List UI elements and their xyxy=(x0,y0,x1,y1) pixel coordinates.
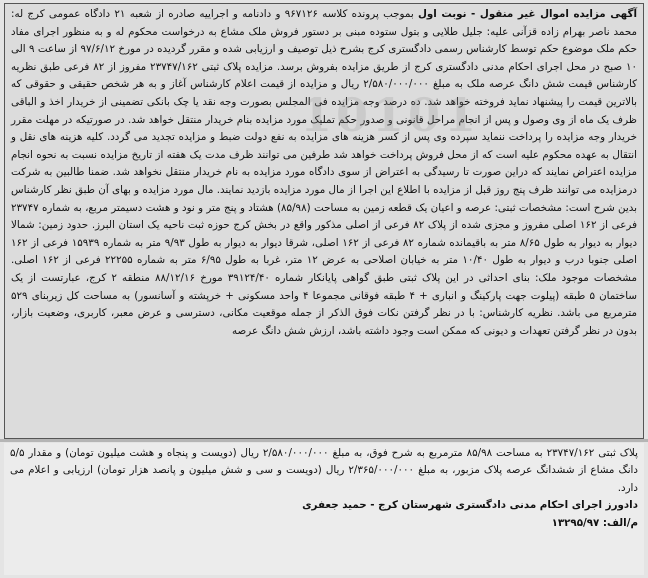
section-divider xyxy=(0,439,648,442)
notice-body: بموجب پرونده کلاسه ۹۶۷۱۲۶ و دادنامه و اجراییه صادره از شعبه ۲۱ دادگاه عمومی کرج له: محمد ناصر بهرام زاده قزآنی علیه: جلیل طلایی و بتول ستوده مبنی بر دستور فروش ملک مشاع به درخواست محکوم له و به منظور اجرای مفاد حکم ملک موضوع حکم توسط کارشناس رسمی دادگستری کرج بشرح ذیل توصیف و ارزیابی شده و مقرر گردیده در مورخ ۹۷/۶/۱۲ از ساعت ۹ الی ۱۰ صبح در محل اجرای احکام مدنی دادگستری کرج از طریق مزایده بفروش برسد. مزایده پلاک ثبتی ۲۳۷۴۷/۱۶۲ مفروز از ۸۲ فرعی طبق نظریه کارشناس قیمت شش دانگ عرصه ملک به مبلغ ۲/۵۸۰/۰۰۰/۰۰۰ ریال و مزایده از قیمت اعلام کارشناس آغاز و به هر شخص حقیقی و حقوقی که بالاترین قیمت را پیشنهاد نماید فروخته خواهد شد. ده درصد وجه مزایده فی المجلس بصورت وجه نقد یا چک بانکی تضمینی از خریدار اخذ و الباقی ظرف یک ماه از وی وصول و پس از انجام مراحل قانونی و صدور حکم تملیک مورد مزایده بنام خریدار منتقل خواهد شد. در صورتیکه در مهلت مقرر خریدار وجه مزایده را پرداخت ننماید سپرده وی پس از کسر هزینه های مزایده به نفع دولت ضبط و مزایده تجدید می گردد. کلیه هزینه های نقل و انتقال به عهده محکوم علیه است که از محل فروش پرداخت خواهد شد طرفین می توانند ظرف مدت یک هفته از تاریخ مزایده نسبت به نحوه انجام مزایده اعتراض نمایند که دراین صورت تا رسیدگی به اعتراض از سوی دادگاه مورد مزایده به نام خریدار منتقل نخواهد شد. ضمنا طالبین به شرکت درمزایده می توانند ظرف پنج روز قبل از مزایده با اطلاع این اجرا از مال مورد مزایده بازدید نمایند. مال مورد مزایده و بهای آن طبق نظر کارشناس بدین شرح است: مشخصات ثبتی: عرصه و اعیان یک قطعه زمین به مساحت (۸۵/۹۸) هشتاد و پنج متر و نود و هشت دسیمتر مربع، به شماره ۲۳۷۴۷ فرعی از ۱۶۲ اصلی مفروز و مجزی شده از پلاک ۸۲ فرعی از اصلی مذکور واقع در بخش کرج حوزه ثبت ناحیه یک استان البرز. حدود زمین: شمالا دیوار به دیوار به طول ۸/۶۵ متر به باقیمانده شماره ۸۲ فرعی از ۱۶۲ اصلی، شرقا دیوار به دیوار به طول ۹/۹۳ متر به شماره ۱۵۹۳۹ فرعی از ۱۶۲ اصلی جنوبا درب و دیوار به طول ۱۰/۴۰ متر به خیابان اصلاحی به عرض ۱۲ متر، غربا به طول ۶/۹۵ متر به شماره ۲۲۲۵۵ فرعی از ۱۶۲ اصلی. مشخصات موجود ملک: بنای احداثی در این پلاک ثبتی طبق گواهی پایانکار شماره ۳۹۱۲۴/۴۰ مورخ ۸۸/۱۲/۱۶ منطقه ۲ کرج، عبارتست از یک ساختمان ۵ طبقه (پیلوت جهت پارکینگ و انباری + ۴ طبقه فوقانی مجموعا ۴ واحد مسکونی + خرپشته و آسانسور) به مساحت کل زیربنای ۵۲۹ مترمربع می باشد. نظریه کارشناس: با در نظر گرفتن نکات فوق الذکر از جمله موقعیت مکانی، دسترسی و عرض معبر، کاربری، وضعیت بازار، بدون در نظر گرفتن تعهدات و دیونی که ممکن است وجود داشته باشد، ارزش شش دانگ عرصه xyxy=(11,8,638,337)
notice-title: آگهی مزایده اموال غیر منقول - نوبت اول xyxy=(417,8,637,20)
notice-continuation xyxy=(4,443,644,575)
auction-notice xyxy=(4,3,644,439)
watermark: 10101 xyxy=(300,88,481,142)
notice-paragraph xyxy=(11,6,637,340)
continuation-body: پلاک ثبتی ۲۳۷۴۷/۱۶۲ به مساحت ۸۵/۹۸ مترمربع به شرح فوق، به مبلغ ۲/۵۸۰/۰۰۰/۰۰۰ ریال (دویست و پنجاه و هشت میلیون تومان) و مقدار ۵/۵ دانگ مشاع از ششدانگ عرصه پلاک مزبور، به مبلغ ۲/۳۶۵/۰۰۰/۰۰۰ ریال (دویست و سی و شش میلیون و پانصد هزار تومان) ارزیابی و اعلام می دارد. xyxy=(10,447,639,494)
reference-number: م/الف: ۱۳۲۹۵/۹۷ xyxy=(551,516,638,529)
signature-line: دادورز اجرای احکام مدنی دادگستری شهرستان کرج - حمید جعفری xyxy=(302,499,638,512)
